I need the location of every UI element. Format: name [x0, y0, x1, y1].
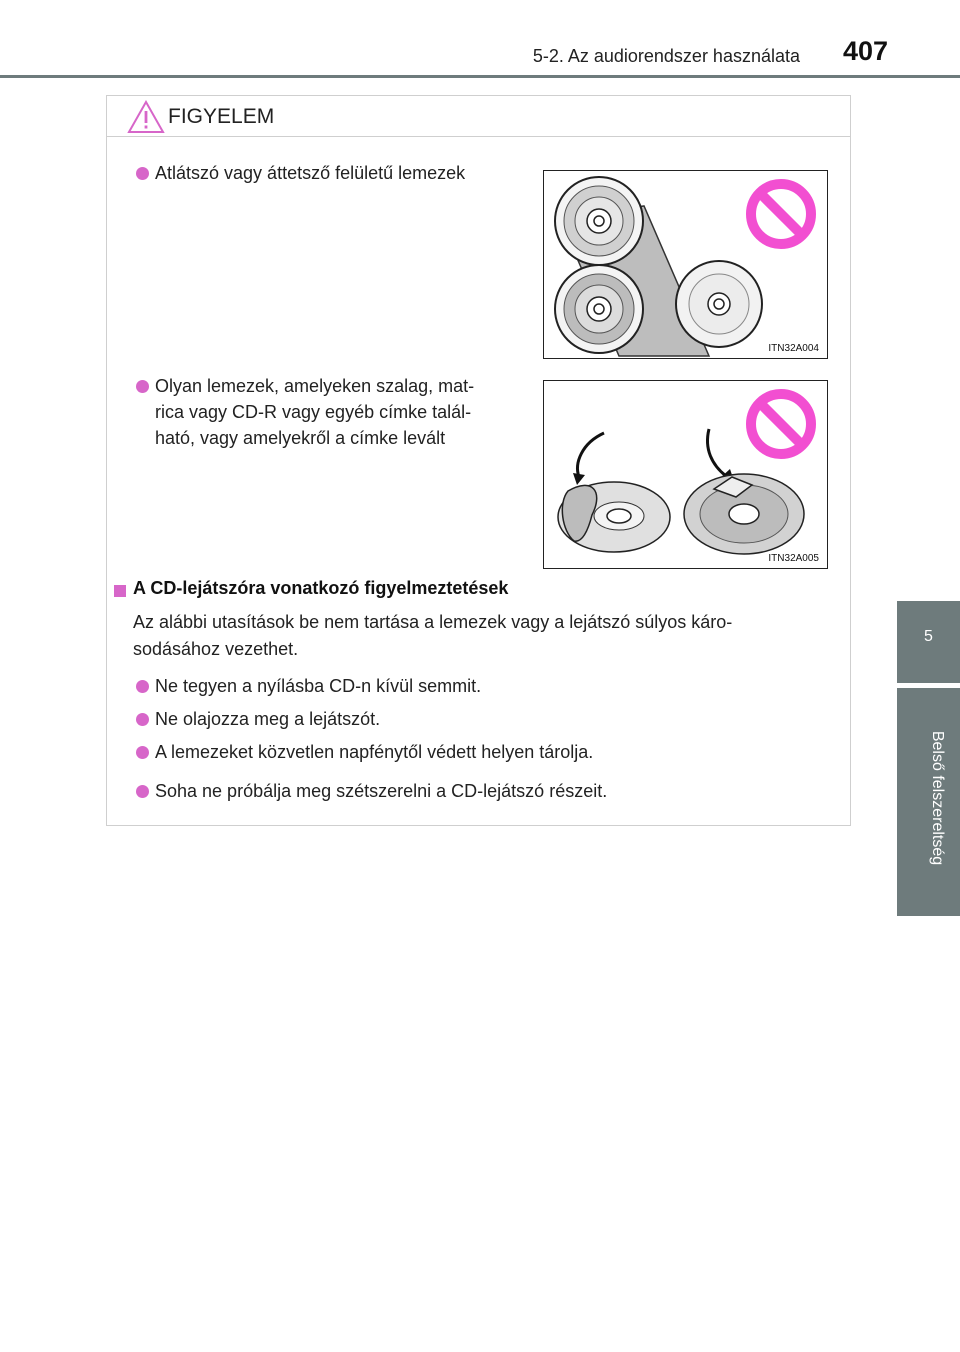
bullet-icon: [136, 713, 149, 726]
figure-transparent-discs: [543, 170, 828, 359]
chapter-label: Belső felszereltség: [929, 730, 946, 866]
warning-triangle-icon: [127, 100, 165, 134]
list-item-text: Ne tegyen a nyílásba CD-n kívül semmit.: [155, 676, 482, 696]
warning-title: FIGYELEM: [168, 105, 275, 128]
warning-header: [107, 96, 850, 137]
text-line: Olyan lemezek, amelyeken szalag, mat-: [155, 376, 475, 396]
section-heading: A CD-lejátszóra vonatkozó figyelmeztetések: [133, 578, 509, 598]
figure-code: ITN32A005: [768, 553, 819, 564]
transparent-discs-illustration: [544, 171, 827, 358]
list-item-text: A lemezeket közvetlen napfénytől védett helyen tárolja.: [155, 742, 594, 762]
section-intro: [133, 609, 833, 663]
bullet-icon: [136, 380, 149, 393]
figure-code: ITN32A004: [768, 343, 819, 354]
text-line: sodásához vezethet.: [133, 639, 299, 659]
chapter-tab: 5: [897, 601, 960, 683]
list-item-text: Soha ne próbálja meg szétszerelni a CD-lejátszó részeit.: [155, 781, 608, 801]
header-rule: [0, 75, 960, 78]
text-line: Az alábbi utasítások be nem tartása a lemezek vagy a lejátszó súlyos káro-: [133, 612, 733, 632]
list-item-text: [155, 373, 474, 451]
page-number: 407: [842, 36, 888, 66]
bullet-icon: [136, 167, 149, 180]
list-item-text: Ne olajozza meg a lejátszót.: [155, 709, 381, 729]
bullet-icon: [136, 746, 149, 759]
text-line: ható, vagy amelyekről a címke levált: [155, 428, 446, 448]
section-marker-icon: [114, 585, 126, 597]
list-item-text: Atlátszó vagy áttetsző felületű lemezek: [155, 163, 466, 183]
list-item: [136, 373, 526, 453]
bullet-icon: [136, 680, 149, 693]
text-line: rica vagy CD-R vagy egyéb címke talál-: [155, 402, 472, 422]
labelled-discs-illustration: [544, 381, 827, 568]
bullet-icon: [136, 785, 149, 798]
section-title: 5-2. Az audiorendszer használata: [532, 46, 800, 66]
figure-labelled-discs: [543, 380, 828, 569]
